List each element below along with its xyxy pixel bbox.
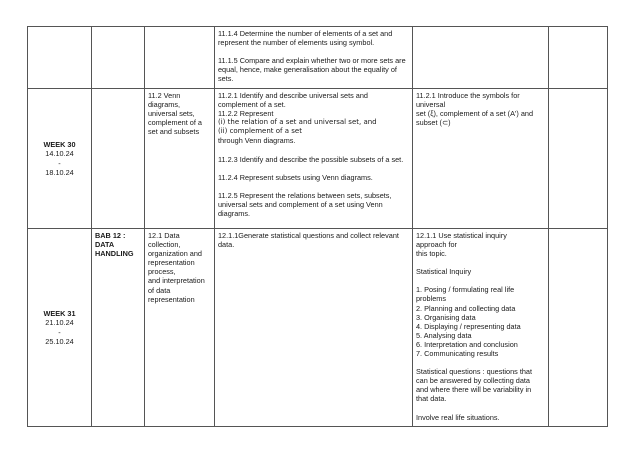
lesson-plan-table [27,26,608,427]
learning-standard-line: 11.2.1 Identify and describe universal sets and [218,91,368,100]
notes-line: that data. [416,394,447,404]
table-row [28,229,608,427]
notes-line: this topic. [416,249,447,259]
notes-heading: Statistical Inquiry [416,267,472,277]
notes-step: 1. Posing / formulating real life [416,285,515,295]
week-cell [28,89,92,229]
learning-standard-item: 11.2.4 Represent subsets using Venn diagrams. [218,172,373,182]
content-standard-line: representation [148,258,195,268]
learning-standard-item: 11.1.5 Compare and explain whether two or more sets are equal, hence, make generalisation about the equality of sets. [218,56,406,84]
week-label: WEEK 31 [43,309,76,319]
theme-cell [92,89,145,229]
week-date-start: 21.10.24 [45,318,74,328]
week-cell [28,27,92,89]
notes-line: and where there will be variability in [416,385,532,395]
notes-line: can be answered by collecting data [416,376,530,386]
content-standard-line: set and subsets [148,127,200,137]
notes-line: set (ξ), complement of a set (A') and [416,109,533,119]
table-row [28,27,608,89]
learning-standard-line: through Venn diagrams. [218,136,296,146]
learning-standard-line: data. [218,240,235,250]
week-date-end: 18.10.24 [45,167,74,177]
remarks-cell [549,89,608,229]
learning-standard-line: (ii) complement of a set [218,127,302,136]
notes-cell [413,89,549,229]
content-standard-line: representation [148,294,195,304]
notes-line: Involve real life situations. [416,412,500,422]
remarks-cell [549,229,608,427]
learning-standard-line: (i) the relation of a set and universal set, and [218,118,377,127]
notes-step: 4. Displaying / representing data [416,321,521,331]
notes-line: approach for [416,240,457,250]
content-standard-cell [145,229,215,427]
theme-cell [92,27,145,89]
content-standard-line: 11.2 Venn [148,91,181,100]
notes-step: 6. Interpretation and conclusion [416,339,518,349]
notes-line: subset (⊂) [416,118,451,128]
content-standard-line: organization and [148,249,202,259]
learning-standard-cell [215,27,413,89]
theme-line: BAB 12 : [95,231,126,240]
notes-line: 11.2.1 Introduce the symbols for [416,91,520,100]
content-standard-line: of data [148,285,171,295]
week-label: WEEK 30 [43,140,76,150]
content-standard-line: universal sets, [148,109,195,119]
notes-cell [413,27,549,89]
week-date-separator: - [58,158,61,168]
week-date-separator: - [58,327,61,337]
notes-cell [413,229,549,427]
week-date-start: 14.10.24 [45,149,74,159]
content-standard-line: collection, [148,240,181,250]
learning-standard-cell [215,229,413,427]
theme-line: DATA [95,240,115,250]
content-standard-line: diagrams, [148,100,181,110]
content-standard-line: 12.1 Data [148,231,180,240]
table-row [28,89,608,229]
notes-step: 5. Analysing data [416,330,472,340]
learning-standard-line: complement of a set. [218,100,286,110]
learning-standard-line: 12.1.1Generate statistical questions and collect relevant [218,231,399,240]
notes-line: 12.1.1 Use statistical inquiry [416,231,507,240]
notes-step: 3. Organising data [416,312,476,322]
content-standard-line: and interpretation [148,276,205,286]
notes-step: problems [416,294,447,304]
learning-standard-item: 11.2.5 Represent the relations between sets, subsets, universal sets and complement of a set using Venn diagrams. [218,190,392,218]
learning-standard-line: 11.2.2 Represent [218,109,274,119]
remarks-cell [549,27,608,89]
learning-standard-cell [215,89,413,229]
theme-line: HANDLING [95,249,134,259]
notes-line: universal [416,100,446,110]
notes-step: 7. Communicating results [416,349,499,359]
content-standard-line: complement of a [148,118,202,128]
learning-standard-item: 11.2.3 Identify and describe the possible subsets of a set. [218,154,404,164]
notes-step: 2. Planning and collecting data [416,303,516,313]
content-standard-line: process, [148,267,176,277]
theme-cell [92,229,145,427]
week-date-end: 25.10.24 [45,336,74,346]
week-cell [28,229,92,427]
content-standard-cell [145,27,215,89]
learning-standard-item: 11.1.4 Determine the number of elements of a set and represent the number of elements using symbol. [218,29,393,48]
notes-line: Statistical questions : questions that [416,367,533,377]
content-standard-cell [145,89,215,229]
